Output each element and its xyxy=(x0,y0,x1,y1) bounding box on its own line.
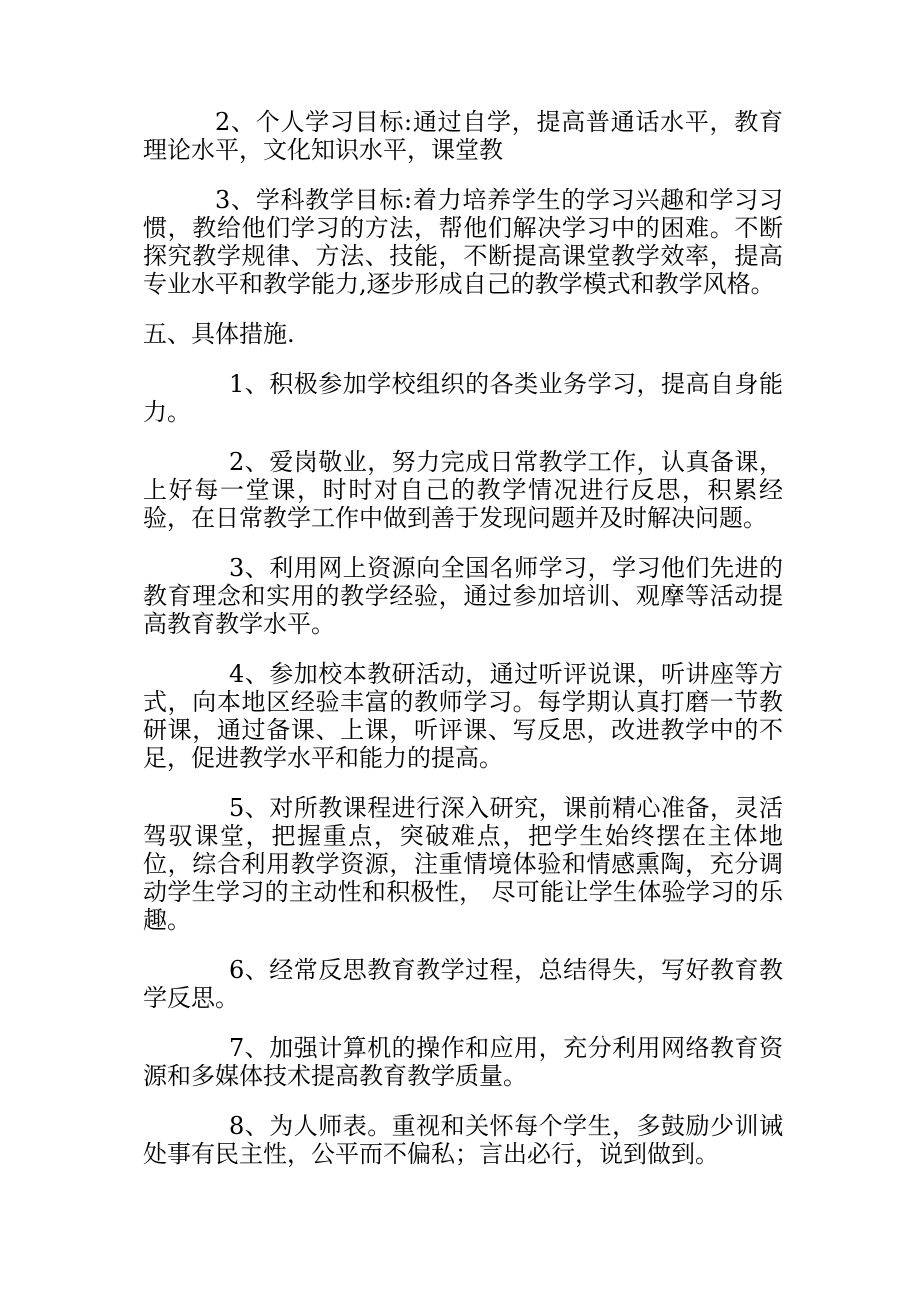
measure-item-4: 4、参加校本教研活动，通过听评说课，听讲座等方式，向本地区经验丰富的教师学习。每学期认真打磨一节教研课，通过备课、上课，听评课、写反思，改进教学中的不足，促进教学水平和能力的提高。 xyxy=(143,660,783,772)
measure-item-8: 8、为人师表。重视和关怀每个学生，多鼓励少训诫处事有民主性，公平而不偏私；言出必行，说到做到。 xyxy=(143,1112,783,1168)
measure-item-5: 5、对所教课程进行深入研究，课前精心准备，灵活驾驭课堂，把握重点，突破难点，把学生始终摆在主体地位，综合利用教学资源，注重情境体验和情感熏陶，充分调动学生学习的主动性和积极性， 尽可能让学生体验学习的乐趣。 xyxy=(143,794,783,934)
measure-item-2: 2、爱岗敬业，努力完成日常教学工作，认真备课，上好每一堂课，时时对自己的教学情况进行反思，积累经验，在日常教学工作中做到善于发现问题并及时解决问题。 xyxy=(143,448,783,532)
section-heading-measures: 五、具体措施. xyxy=(143,320,295,348)
document-page xyxy=(143,108,783,1190)
measure-item-3: 3、利用网上资源向全国名师学习，学习他们先进的教育理念和实用的教学经验，通过参加培训、观摩等活动提高教育教学水平。 xyxy=(143,554,783,638)
paragraph-personal-goal: 2、个人学习目标:通过自学，提高普通话水平，教育理论水平，文化知识水平，课堂教 xyxy=(143,108,783,164)
measure-item-7: 7、加强计算机的操作和应用，充分利用网络教育资源和多媒体技术提高教育教学质量。 xyxy=(143,1034,783,1090)
paragraph-subject-goal: 3、学科教学目标:着力培养学生的学习兴趣和学习习惯，教给他们学习的方法，帮他们解决学习中的困难。不断探究教学规律、方法、技能，不断提高课堂教学效率，提高专业水平和教学能力,逐步形成自己的教学模式和教学风格。 xyxy=(143,186,783,298)
measure-item-1: 1、积极参加学校组织的各类业务学习，提高自身能力。 xyxy=(143,370,783,426)
measure-item-6: 6、经常反思教育教学过程，总结得失，写好教育教学反思。 xyxy=(143,956,783,1012)
